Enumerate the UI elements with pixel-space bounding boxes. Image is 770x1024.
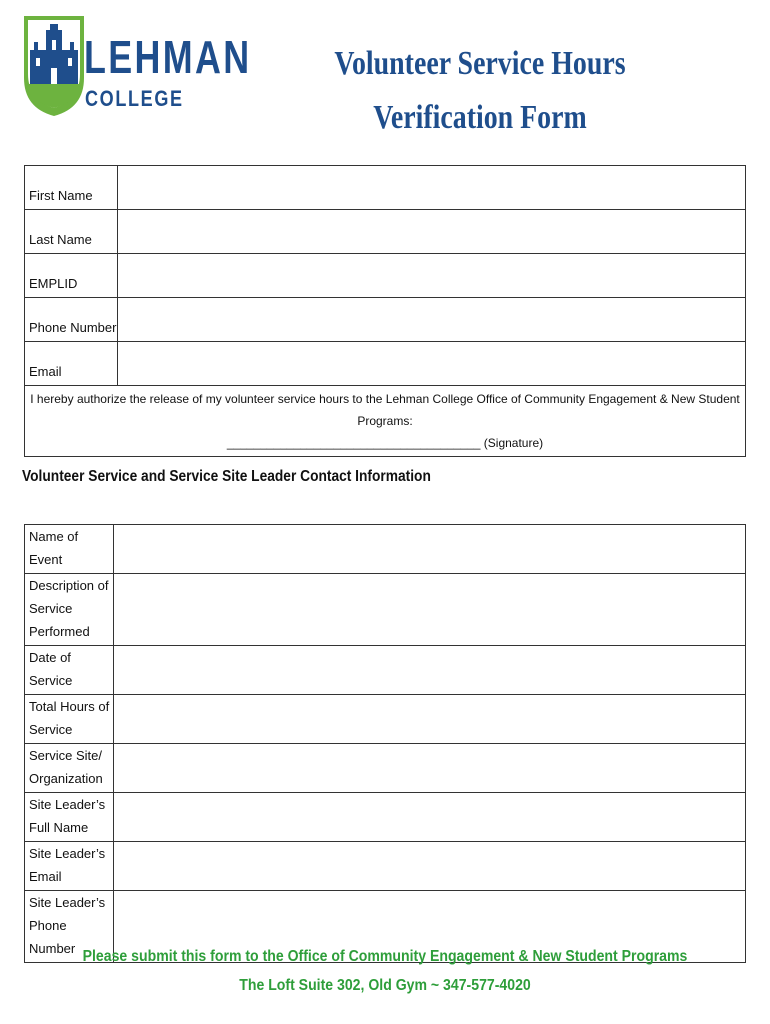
shield-logo-icon bbox=[24, 16, 84, 116]
last-name-label: Last Name bbox=[29, 232, 92, 247]
logo-wordmark-college: COLLEGE bbox=[85, 86, 184, 111]
field-label bbox=[25, 254, 118, 298]
service-site-field[interactable] bbox=[114, 744, 746, 793]
name-of-event-field[interactable] bbox=[114, 525, 746, 574]
description-of-service-label: Description of Service Performed bbox=[25, 574, 114, 646]
site-leader-phone-label: Site Leader’s Phone Number bbox=[25, 891, 114, 963]
table-row bbox=[25, 525, 746, 574]
table-row bbox=[25, 166, 746, 210]
table-row bbox=[25, 695, 746, 744]
table-row bbox=[25, 254, 746, 298]
form-title-line-2: Verification Form bbox=[373, 99, 587, 136]
phone-number-field[interactable] bbox=[118, 298, 746, 342]
date-of-service-field[interactable] bbox=[114, 646, 746, 695]
table-row bbox=[25, 210, 746, 254]
emplid-label: EMPLID bbox=[29, 276, 78, 291]
submission-instructions: Please submit this form to the Office of Community Engagement & New Student Programs bbox=[82, 948, 688, 965]
table-row bbox=[25, 842, 746, 891]
email-label: Email bbox=[29, 364, 62, 379]
office-location-contact: The Loft Suite 302, Old Gym ~ 347-577-4020 bbox=[239, 977, 531, 994]
table-row bbox=[25, 646, 746, 695]
description-of-service-field[interactable] bbox=[114, 574, 746, 646]
email-field[interactable] bbox=[118, 342, 746, 386]
form-title-line-1: Volunteer Service Hours bbox=[334, 45, 626, 82]
first-name-label: First Name bbox=[29, 188, 93, 203]
authorization-cell bbox=[25, 386, 746, 457]
authorization-row bbox=[25, 386, 746, 457]
field-label bbox=[25, 342, 118, 386]
table-row bbox=[25, 744, 746, 793]
personal-info-table bbox=[24, 165, 746, 457]
table-row bbox=[25, 793, 746, 842]
logo-wordmark-lehman: LEHMAN bbox=[84, 31, 252, 83]
site-leader-email-field[interactable] bbox=[114, 842, 746, 891]
total-hours-field[interactable] bbox=[114, 695, 746, 744]
table-row bbox=[25, 342, 746, 386]
last-name-field[interactable] bbox=[118, 210, 746, 254]
first-name-field[interactable] bbox=[118, 166, 746, 210]
section-title: Volunteer Service and Service Site Leader Contact Information bbox=[22, 468, 431, 485]
total-hours-label: Total Hours of Service bbox=[25, 695, 114, 744]
phone-number-label: Phone Number bbox=[29, 320, 117, 335]
site-leader-email-label: Site Leader’s Email bbox=[25, 842, 114, 891]
service-site-label: Service Site/ Organization bbox=[25, 744, 114, 793]
date-of-service-label: Date of Service bbox=[25, 646, 114, 695]
name-of-event-label: Name of Event bbox=[25, 525, 114, 574]
emplid-field[interactable] bbox=[118, 254, 746, 298]
signature-line[interactable]: ______________________________________ (Signature) bbox=[226, 436, 544, 450]
field-label bbox=[25, 298, 118, 342]
field-label bbox=[25, 210, 118, 254]
service-info-table bbox=[24, 524, 746, 963]
site-leader-name-label: Site Leader’s Full Name bbox=[25, 793, 114, 842]
field-label bbox=[25, 166, 118, 210]
table-row bbox=[25, 298, 746, 342]
table-row bbox=[25, 574, 746, 646]
site-leader-name-field[interactable] bbox=[114, 793, 746, 842]
authorization-text: I hereby authorize the release of my volunteer service hours to the Lehman College Office of Community Engagement & New Student Programs: bbox=[30, 392, 740, 428]
